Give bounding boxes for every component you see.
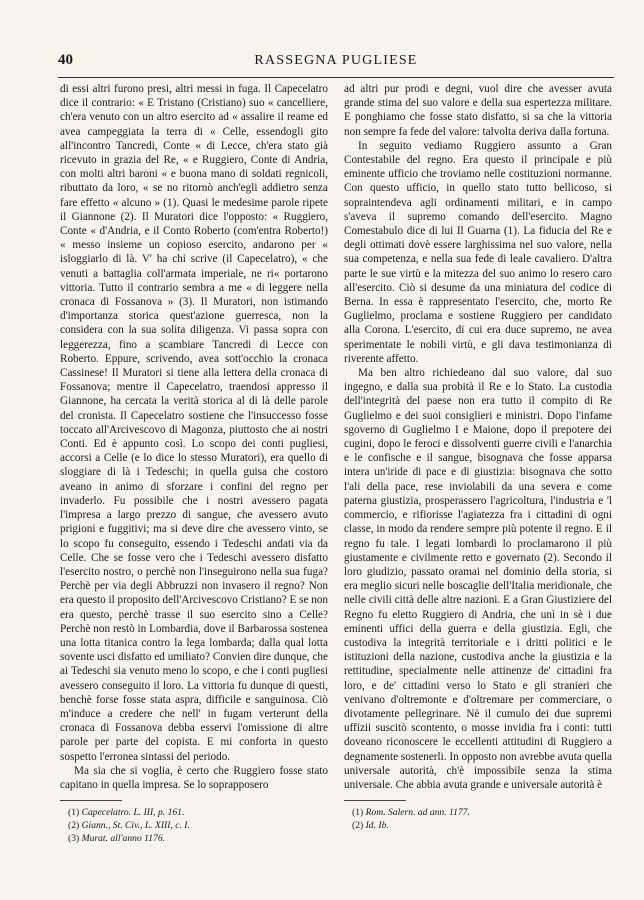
page-number: 40 bbox=[58, 52, 73, 68]
footnote-text: Murat. all'anno 1176. bbox=[81, 833, 166, 844]
footnote-text: Rom. Salern. ad ann. 1177. bbox=[365, 807, 470, 818]
footnote-marker: (3) bbox=[68, 833, 80, 844]
footnote bbox=[68, 806, 336, 819]
header-rule bbox=[58, 77, 614, 78]
footnote-marker: (1) bbox=[68, 807, 80, 818]
footnotes-left bbox=[68, 806, 336, 845]
footnote bbox=[352, 806, 620, 819]
footnote-marker: (1) bbox=[352, 807, 364, 818]
footnote-text: Capecelatro. L. III, p. 161. bbox=[81, 807, 185, 818]
footnote-rule-left bbox=[60, 800, 122, 801]
paragraph: In seguito vediamo Ruggiero assunto a Gran Contestabile del regno. Era questo il principale e più eminente ufficio che troviamo nelle costituzioni normanne. Con questo ufficio, in quello stato tutto bellicoso, si sopraintendeva agli ordinamenti militari, e in campo s'aveva il supremo comando dell'esercito. Magno Comestabulo dice di lui Il Guarna (1). La fiducia del Re e degli ottimati dovè essere larghissima nel suo valore, nella sua competenza, e nella sua fede di leale cavaliero. D'altra parte le sue virtù e la mitezza del suo animo lo resero caro all'esercito. Ciò si desume da una miniatura del codice di Berna. In essa è rappresentato l'esercito, che, morto Re Guglielmo, proclama e sostiene Ruggiero per candidato alla Corona. L'esercito, di cui era duce supremo, ne avea sperimentate le nobili virtù, e gli dava testimonianza di riverente affetto. bbox=[344, 139, 612, 365]
footnote-marker: (2) bbox=[352, 820, 364, 831]
running-title: RASSEGNA PUGLIESE bbox=[254, 53, 418, 68]
paragraph: di essi altri furono presi, altri messi in fuga. Il Capecelatro dice il contrario: « E Tristano (Cristiano) suo « cancelliere, ch'era venuto con un altro esercito ad « assalire il reame ed avea campeggiata la terra di « Celle, essendogli gito all'incontro Tancredi, Conte « di Lecce, ch'era stato già ricevuto in grazia del Re, « e Ruggiero, Conte di Andria, con molti altri baroni « e buona mano di soldati regnicoli, ributtato da loro, « se no ritornò anch'egli addietro senza fare effetto « alcuno » (1). Quasi le medesime parole ripete il Giannone (2). Il Muratori dice l'opposto: « Ruggiero, Conte « d'Andria, e il Conto Roberto (com'entra Roberto!) « messo insieme un copioso esercito, andarono per « isloggiarlo di là. V' ha chi scrive (il Capecelatro), « che venuti a battaglia coll'armata imperiale, ne ri« portarono vittoria. Tutto il contrario sembra a me « di leggere nella cronaca di Fossanova » (3). Il Muratori, non istimando d'importanza storica quest'azione guerresca, non la considera con la sua solita diligenza. Vi passa sopra con leggerezza, fino a scambiare Tancredi di Lecce con Roberto. Eppure, scrivendo, avea sott'occhio la cronaca Cassinese! Il Muratori si tiene alla lettera della cronaca di Fossanova; mentre il Capecelatro, traendosi appresso il Giannone, ha cercata la verità storica al di là delle parole del cronista. Il Capecelatro sostiene che l'insuccesso fosse toccato all'Arcivescovo di Magonza, piuttosto che ai nostri Conti. Ed è appunto così. Lo scopo dei conti pugliesi, accorsi a Celle (e lo dice lo stesso Muratori), era quello di sloggiare di là i Tedeschi; in quella guisa che costoro aveano in animo di sforzare i confini del regno per invaderlo. Fu possibile che i nostri avessero pagata l'impresa a largo prezzo di sangue, che avessero avuto prigioni e fuggitivi; ma si deve dire che avessero vinto, se lo scopo fu conseguito, essendo i Tedeschi andati via da Celle. Che se fosse vero che i Tedeschi avessero disfatto l'esercito nostro, o perchè non l'inseguirono nella sua fuga? Perchè per via degli Abbruzzi non invasero il regno? Non era questo il proposito dell'Arcivescovo Cristiano? E se non era questo, perchè trasse il suo esercito sino a Celle? Perchè non restò in Lombardia, dove il Barbarossa sostenea una lotta titanica contro la lega lombarda; dalla qual lotta sovente usci disfatto ed umiliato? Convien dire dunque, che ai Tedeschi sia venuto meno lo scopo, e che i conti pugliesi avessero conseguito il loro. La vittoria fu dunque di questi, benchè forse fosse stata aspra, difficile e sanguinosa. Ciò m'induce a credere che nell' in fugam verterunt della cronaca di Fossanova debba esservi l'omissione di altre parole per parte del copista. E mi conforta in questo sospetto l'erronea sintassi del periodo. bbox=[60, 83, 328, 763]
footnote-rule-right bbox=[344, 800, 406, 801]
footnote bbox=[68, 819, 336, 832]
footnote-marker: (2) bbox=[68, 820, 80, 831]
page-header bbox=[58, 52, 614, 72]
paragraph: Ma sia che si voglia, è certo che Ruggiero fosse stato capitano in quella impresa. Se lo soprapposero bbox=[60, 764, 328, 791]
left-column bbox=[60, 82, 328, 792]
footnotes-right bbox=[352, 806, 620, 832]
paragraph: ad altri pur prodi e degni, vuol dire che avesser avuta grande stima del suo valore e della sua espertezza militare. E ponghiamo che fosse stato disfatto, si sa che la vittoria non sempre fa fede del valore: talvolta deriva dalla fortuna. bbox=[344, 83, 612, 138]
footnote bbox=[352, 819, 620, 832]
footnote bbox=[68, 832, 336, 845]
footnote-text: Id. Ib. bbox=[365, 820, 389, 831]
right-column bbox=[344, 82, 612, 792]
footnote-text: Giann., St. Civ., L. XIII, c. I. bbox=[81, 820, 190, 831]
paragraph: Ma ben altro richiedeano dal suo valore, dal suo ingegno, e dalla sua probità il Re e lo Stato. La custodia dell'integrità del paese non era tutto il compito di Re Guglielmo e dei suoi consiglieri e ministri. Dopo l'infame sgoverno di Guglielmo I e Maione, dopo il prepotere dei cugini, dopo le feroci e dissolventi guerre civili e l'anarchia e le confische e il sangue, bisognava che fosse apparsa intera un'iride di pace e di giustizia: bisognava che sotto l'ali della pace, rese inviolabili da una severa e come paterna giustizia, prosperassero l'agricoltura, l'industria e 'l commercio, e rifiorisse l'agiatezza fra i cittadini di ogni classe, in modo da rendere sempre più potente il regno. E il regno fu tale. I legati lombardi lo proclamarono il più giustamente e civilmente retto e governato (2). Secondo il loro giudizio, passato oramai nel dominio della storia, si era meglio sicuri nelle boscaglie dell'Italia meridionale, che nelle civili città delle altre nazioni. E a Gran Giustiziere del Regno fu eletto Ruggiero di Andria, che unì in sè i due eminenti uffici della guerra e della giustizia. Egli, che custodiva la integrità territoriale e i dritti politici e le istituzioni della nazione, custodiva anche la giustizia e la rettitudine, specialmente nelle attinenze de' cittadini fra loro, e de' cittadini verso lo Stato e gli stranieri che venivano d'oltremonte e d'oltremare per commerciare, o divotamente pellegrinare. Nè il cumulo dei due supremi uffizii suscitò scontento, o mosse invidia fra i conti: tutti doveano riconoscere le eccellenti attitudini di Ruggiero a degnamente sostenerli. In opposto non avrebbe avuta quella universale autorità, ch'è impossibile senza la stima universale. Che abbia avuta grande e universale autorità è bbox=[344, 367, 612, 791]
